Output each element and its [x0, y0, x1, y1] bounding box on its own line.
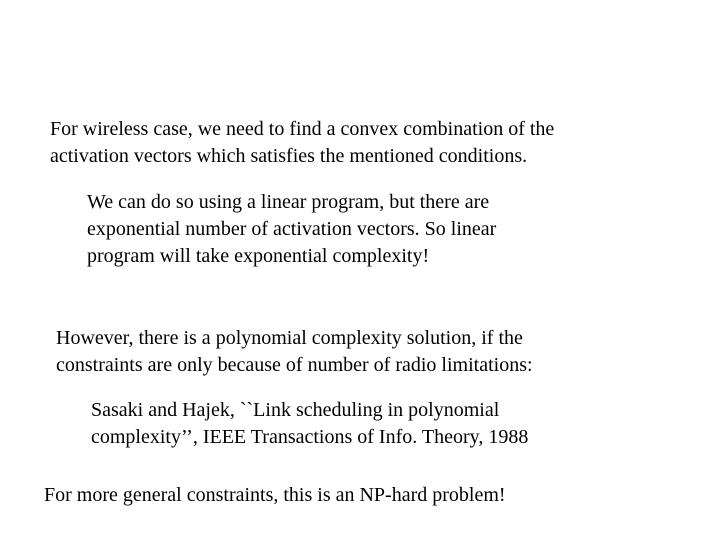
text-line: For more general constraints, this is an NP-hard problem! [44, 484, 506, 506]
text-line: exponential number of activation vectors. So linear [87, 218, 497, 240]
text-line: However, there is a polynomial complexity solution, if the [56, 327, 523, 349]
paragraph-wireless-case [50, 116, 554, 170]
text-line: constraints are only because of number of radio limitations: [56, 354, 533, 376]
paragraph-reference [91, 397, 528, 451]
paragraph-np-hard [44, 482, 506, 509]
text-line: Sasaki and Hajek, ``Link scheduling in polynomial [91, 399, 500, 421]
text-line: complexity’’, IEEE Transactions of Info. Theory, 1988 [91, 426, 529, 448]
paragraph-polynomial-solution [56, 325, 533, 379]
text-line: For wireless case, we need to find a convex combination of the [50, 118, 555, 140]
paragraph-linear-program [87, 189, 496, 270]
text-line: activation vectors which satisfies the mentioned conditions. [50, 145, 528, 167]
text-line: We can do so using a linear program, but there are [87, 191, 490, 213]
text-line: program will take exponential complexity! [87, 245, 430, 267]
